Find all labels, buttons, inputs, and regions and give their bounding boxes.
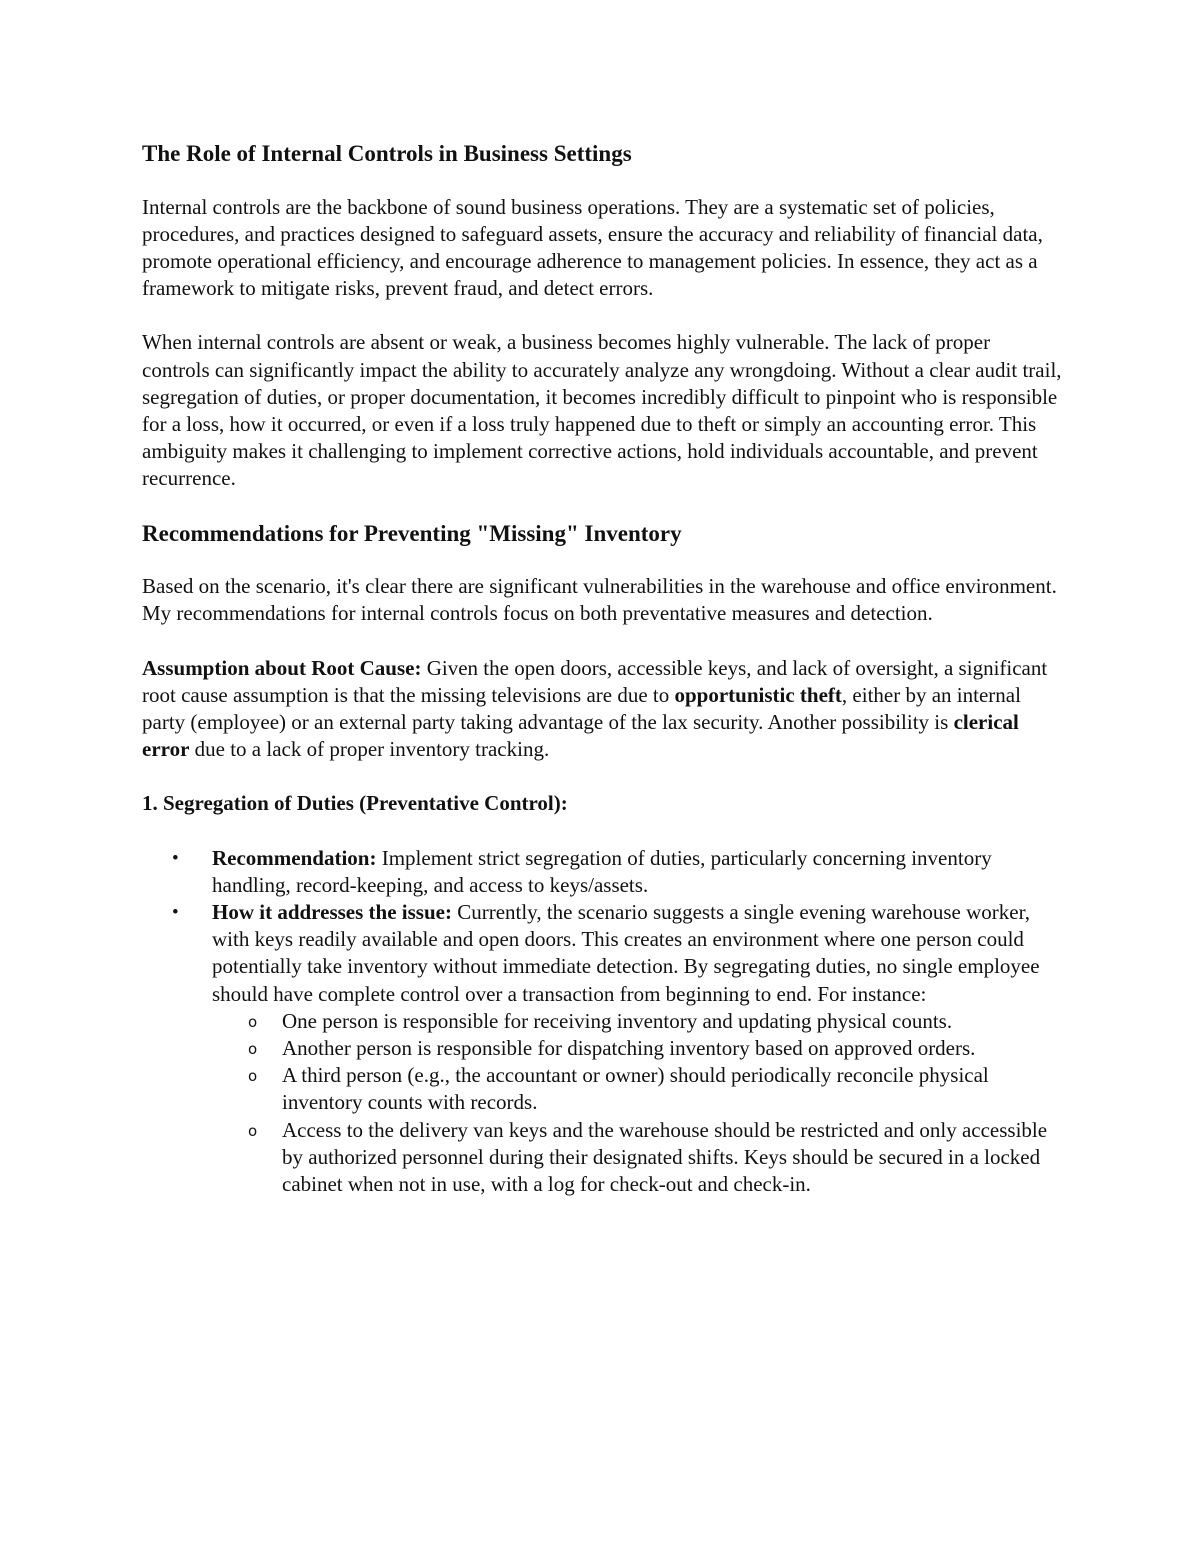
- recommendation-text: Implement strict segregation of duties, particularly concerning inventory handling, record-keeping, and access to keys/assets.: [212, 845, 992, 897]
- assumption-text-1: Given the open doors, accessible keys, and lack of oversight, a significant root cause assumption is that the missing televisions are due to: [142, 655, 1048, 707]
- bullet-icon: •: [172, 902, 179, 924]
- assumption-text-3: due to a lack of proper inventory tracking.: [189, 737, 550, 762]
- sub-bullet-icon: o: [248, 1121, 258, 1140]
- document-page: [142, 140, 1062, 1198]
- document-title: The Role of Internal Controls in Business Settings: [142, 141, 632, 166]
- sub-item-text: One person is responsible for receiving inventory and updating physical counts.: [282, 1008, 953, 1033]
- how-label: How it addresses the issue:: [212, 900, 452, 925]
- sub-item-4: [212, 1117, 1062, 1199]
- segregation-sub-list: [212, 1008, 1062, 1198]
- sub-bullet-icon: o: [248, 1067, 258, 1086]
- sub-item-text: Access to the delivery van keys and the warehouse should be restricted and only accessible by authorized personnel during their designated shifts. Keys should be secured in a locked cabinet when not in use, with a log for check-out and check-in.: [282, 1117, 1048, 1197]
- recommendation-label: Recommendation:: [212, 845, 377, 870]
- segregation-heading: 1. Segregation of Duties (Preventative Control):: [142, 791, 568, 816]
- intro-paragraph-2: When internal controls are absent or weak, a business becomes highly vulnerable. The lack of proper controls can significantly impact the ability to accurately analyze any wrongdoing. Without a clear audit trail, segregation of duties, or proper documentation, it becomes incredibly difficult to pinpoint who is responsible for a loss, how it occurred, or even if a loss truly happened due to theft or simply an accounting error. This ambiguity makes it challenging to implement corrective actions, hold individuals accountable, and prevent recurrence.: [142, 330, 1062, 491]
- sub-bullet-icon: o: [248, 1012, 258, 1031]
- sub-item-2: [212, 1035, 1062, 1062]
- bullet-recommendation: [142, 845, 1062, 899]
- bullet-how-it-addresses: [142, 899, 1062, 1198]
- assumption-paragraph: [142, 655, 1062, 764]
- assumption-bold-error: clerical error: [142, 710, 1019, 762]
- sub-bullet-icon: o: [248, 1040, 258, 1059]
- section-heading-recommendations: Recommendations for Preventing "Missing" Inventory: [142, 520, 682, 546]
- sub-item-1: [212, 1008, 1062, 1035]
- scenario-paragraph: Based on the scenario, it's clear there are significant vulnerabilities in the warehouse and office environment. My recommendations for internal controls focus on both preventative measures and detection.: [142, 574, 1057, 626]
- bullet-icon: •: [172, 847, 179, 869]
- sub-item-3: [212, 1062, 1062, 1116]
- assumption-text-2: , either by an internal party (employee) or an external party taking advantage of the lax security. Another possibility is: [142, 682, 1021, 735]
- assumption-bold-theft: opportunistic theft: [674, 682, 842, 707]
- segregation-bullet-list: [142, 845, 1062, 1199]
- sub-item-text: Another person is responsible for dispatching inventory based on approved orders.: [282, 1036, 976, 1061]
- assumption-label: Assumption about Root Cause:: [142, 655, 422, 680]
- intro-paragraph-1: Internal controls are the backbone of sound business operations. They are a systematic set of policies, procedures, and practices designed to safeguard assets, ensure the accuracy and reliability of financial data, promote operational efficiency, and encourage adherence to management policies. In essence, they act as a framework to mitigate risks, prevent fraud, and detect errors.: [142, 194, 1043, 301]
- how-text: Currently, the scenario suggests a single evening warehouse worker, with keys readily available and open doors. This creates an environment where one person could potentially take inventory without immediate detection. By segregating duties, no single employee should have complete control over a transaction from beginning to end. For instance:: [212, 900, 1040, 1006]
- sub-item-text: A third person (e.g., the accountant or owner) should periodically reconcile physical inventory counts with records.: [282, 1063, 989, 1115]
